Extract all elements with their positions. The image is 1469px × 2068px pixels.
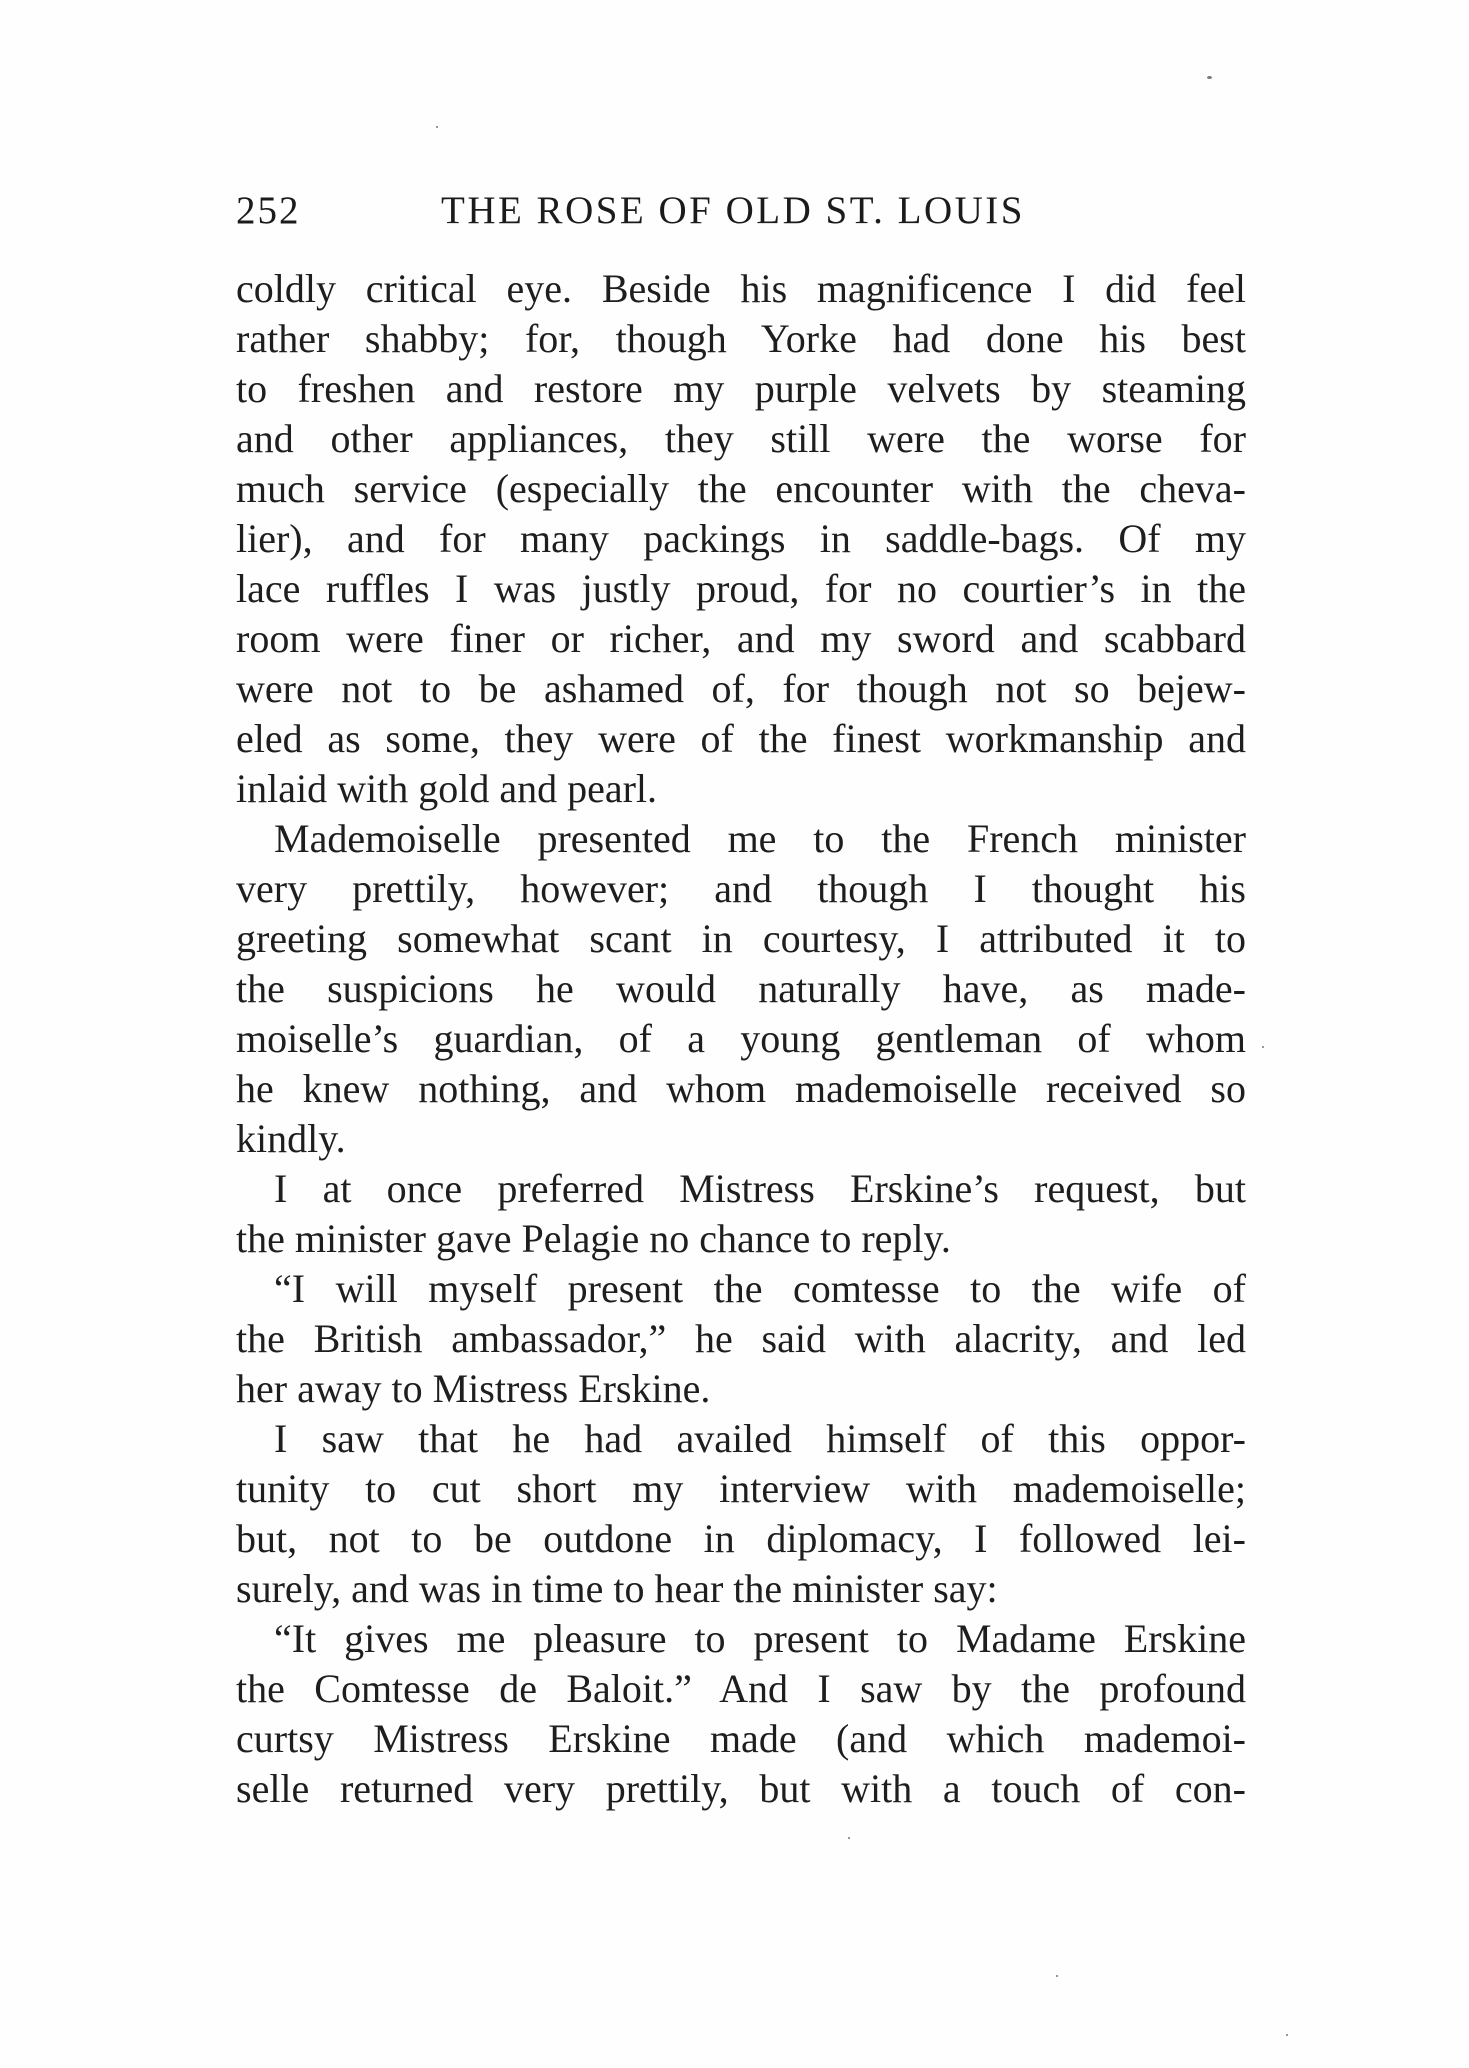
text-line: the British ambassador,” he said with alacrity, and led xyxy=(236,1316,1246,1361)
text-line: the Comtesse de Baloit.” And I saw by the profound xyxy=(236,1666,1246,1711)
text-line: and other appliances, they still were the worse for xyxy=(236,416,1246,461)
scan-speck xyxy=(436,126,438,128)
text-line: greeting somewhat scant in courtesy, I attributed it to xyxy=(236,916,1246,961)
text-line: her away to Mistress Erskine. xyxy=(236,1366,711,1411)
text-line: kindly. xyxy=(236,1116,346,1161)
running-title: THE ROSE OF OLD ST. LOUIS xyxy=(441,189,1025,232)
text-line: inlaid with gold and pearl. xyxy=(236,766,658,811)
text-line: I at once preferred Mistress Erskine’s request, but xyxy=(274,1166,1246,1211)
text-line: curtsy Mistress Erskine made (and which mademoi- xyxy=(236,1716,1246,1761)
text-line: he knew nothing, and whom mademoiselle received so xyxy=(236,1066,1246,1111)
text-line: eled as some, they were of the finest workmanship and xyxy=(236,716,1246,761)
text-line: rather shabby; for, though Yorke had done his best xyxy=(236,316,1246,361)
text-line: room were finer or richer, and my sword and scabbard xyxy=(236,616,1246,661)
text-line: moiselle’s guardian, of a young gentleman of whom xyxy=(236,1016,1246,1061)
text-line: but, not to be outdone in diplomacy, I followed lei- xyxy=(236,1516,1246,1561)
page-number: 252 xyxy=(236,189,301,232)
text-line: to freshen and restore my purple velvets by steaming xyxy=(236,366,1246,411)
text-line: selle returned very prettily, but with a touch of con- xyxy=(236,1766,1246,1811)
body-text xyxy=(236,264,1246,1814)
text-line: tunity to cut short my interview with mademoiselle; xyxy=(236,1466,1246,1511)
scan-speck xyxy=(1262,1046,1264,1048)
text-line: coldly critical eye. Beside his magnificence I did feel xyxy=(236,266,1246,311)
scan-speck xyxy=(1056,1975,1058,1977)
text-line: “It gives me pleasure to present to Madame Erskine xyxy=(274,1616,1246,1661)
running-head xyxy=(236,188,1246,240)
text-line: much service (especially the encounter with the cheva- xyxy=(236,466,1246,511)
text-line: “I will myself present the comtesse to the wife of xyxy=(274,1266,1246,1311)
text-line: lier), and for many packings in saddle-bags. Of my xyxy=(236,516,1246,561)
text-line: Mademoiselle presented me to the French minister xyxy=(274,816,1246,861)
scan-speck xyxy=(1207,76,1212,79)
text-line: the minister gave Pelagie no chance to reply. xyxy=(236,1216,951,1261)
text-line: lace ruffles I was justly proud, for no courtier’s in the xyxy=(236,566,1246,611)
text-line: very prettily, however; and though I thought his xyxy=(236,866,1246,911)
scan-speck xyxy=(848,1837,850,1839)
text-line: were not to be ashamed of, for though not so bejew- xyxy=(236,666,1246,711)
text-line: the suspicions he would naturally have, as made- xyxy=(236,966,1246,1011)
text-line: surely, and was in time to hear the minister say: xyxy=(236,1566,998,1611)
text-line: I saw that he had availed himself of this oppor- xyxy=(274,1416,1246,1461)
scan-speck xyxy=(1286,2034,1288,2036)
